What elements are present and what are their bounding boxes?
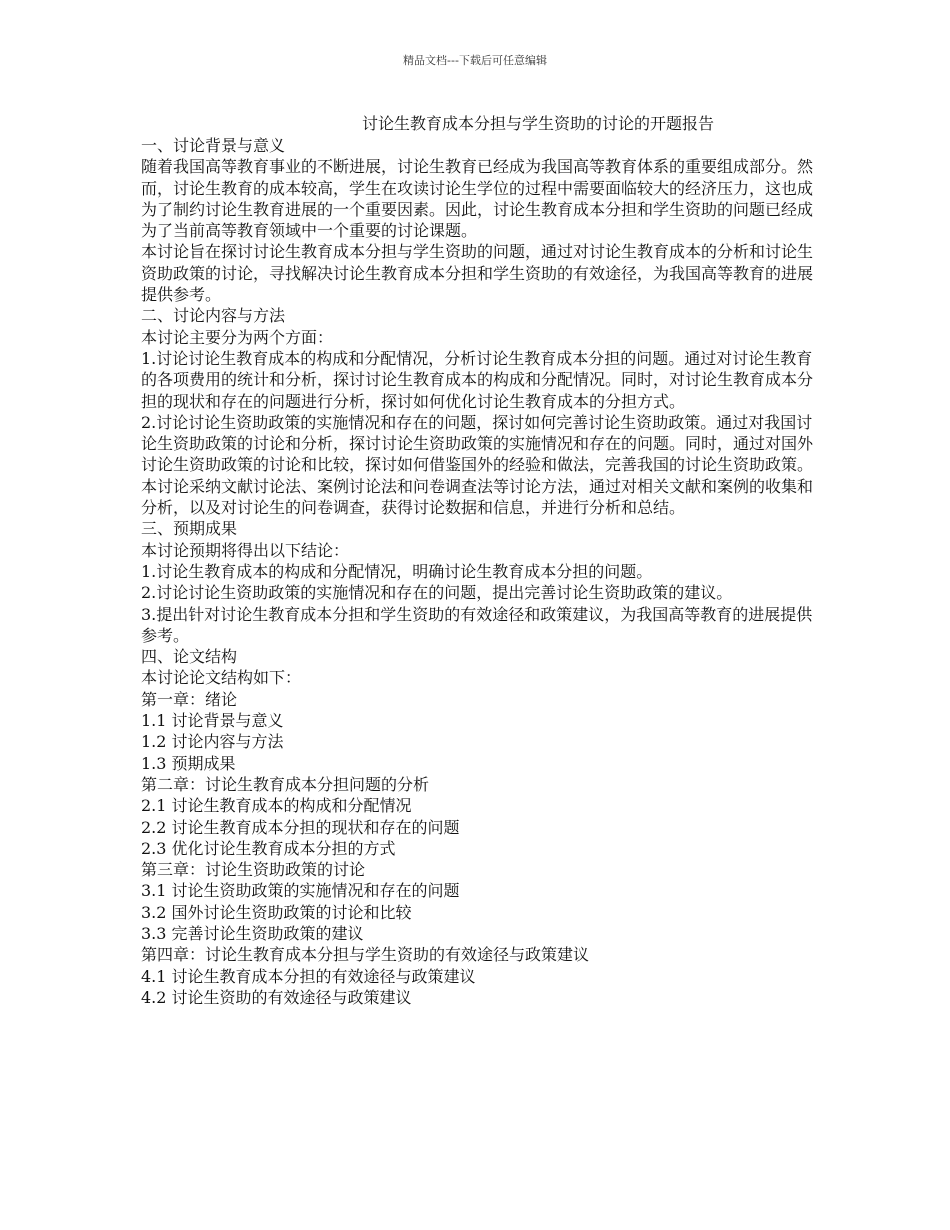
outline-item: 3.3 完善讨论生资助政策的建议 [141,923,364,943]
outline-item: 4.1 讨论生教育成本分担的有效途径与政策建议 [141,966,476,986]
chapter-heading: 第四章：讨论生教育成本分担与学生资助的有效途径与政策建议 [141,945,590,965]
paragraph: 本讨论采纳文献讨论法、案例讨论法和问卷调查法等讨论方法，通过对相关文献和案例的收集和分析，以及对讨论生的问卷调查，获得讨论数据和信息，并进行分析和总结。 [141,476,814,518]
outline-item: 3.1 讨论生资助政策的实施情况和存在的问题 [141,881,460,901]
paragraph: 本讨论预期将得出以下结论： [141,540,350,560]
paragraph: 本讨论旨在探讨讨论生教育成本分担与学生资助的问题，通过对讨论生教育成本的分析和讨论生资助政策的讨论，寻找解决讨论生教育成本分担和学生资助的有效途径，为我国高等教育的进展提供参考。 [141,242,814,305]
document-body [141,135,813,1008]
section-heading: 四、论文结构 [141,647,238,667]
list-item: 2.讨论讨论生资助政策的实施情况和存在的问题，提出完善讨论生资助政策的建议。 [141,583,733,603]
list-item: 1.讨论生教育成本的构成和分配情况，明确讨论生教育成本分担的问题。 [141,561,653,581]
outline-item: 1.3 预期成果 [141,753,236,773]
section-heading: 二、讨论内容与方法 [141,306,286,326]
outline-item: 2.3 优化讨论生教育成本分担的方式 [141,838,396,858]
list-item: 2.讨论讨论生资助政策的实施情况和存在的问题，探讨如何完善讨论生资助政策。通过对我国讨论生资助政策的讨论和分析，探讨讨论生资助政策的实施情况和存在的问题。同时，通过对国外讨论生资助政策的讨论和比较，探讨如何借鉴国外的经验和做法，完善我国的讨论生资助政策。 [141,412,814,475]
paragraph: 本讨论主要分为两个方面： [141,327,334,347]
page-header: 精品文档---下载后可任意编辑 [403,54,547,67]
list-item: 3.提出针对讨论生教育成本分担和学生资助的有效途径和政策建议，为我国高等教育的进展提供参考。 [141,604,813,645]
section-heading: 一、讨论背景与意义 [141,136,286,155]
chapter-heading: 第一章：绪论 [141,689,238,709]
outline-item: 2.2 讨论生教育成本分担的现状和存在的问题 [141,817,460,837]
outline-item: 2.1 讨论生教育成本的构成和分配情况 [141,796,412,816]
section-heading: 三、预期成果 [141,519,238,539]
outline-item: 4.2 讨论生资助的有效途径与政策建议 [141,987,412,1007]
paragraph: 随着我国高等教育事业的不断进展，讨论生教育已经成为我国高等教育体系的重要组成部分。然而，讨论生教育的成本较高，学生在攻读讨论生学位的过程中需要面临较大的经济压力，这也成为了制约讨论生教育进展的一个重要因素。因此，讨论生教育成本分担和学生资助的问题已经成为了当前高等教育领域中一个重要的讨论课题。 [141,157,814,241]
outline-item: 1.2 讨论内容与方法 [141,732,284,752]
outline-item: 1.1 讨论背景与意义 [141,711,284,731]
chapter-heading: 第三章：讨论生资助政策的讨论 [141,860,366,880]
paragraph: 本讨论论文结构如下： [141,668,302,688]
chapter-heading: 第二章：讨论生教育成本分担问题的分析 [141,774,430,794]
document-title: 讨论生教育成本分担与学生资助的讨论的开题报告 [362,114,715,133]
list-item: 1.讨论讨论生教育成本的构成和分配情况，分析讨论生教育成本分担的问题。通过对讨论生教育的各项费用的统计和分析，探讨讨论生教育成本的构成和分配情况。同时，对讨论生教育成本分担的现状和存在的问题进行分析，探讨如何优化讨论生教育成本的分担方式。 [141,348,814,411]
outline-item: 3.2 国外讨论生资助政策的讨论和比较 [141,902,412,922]
